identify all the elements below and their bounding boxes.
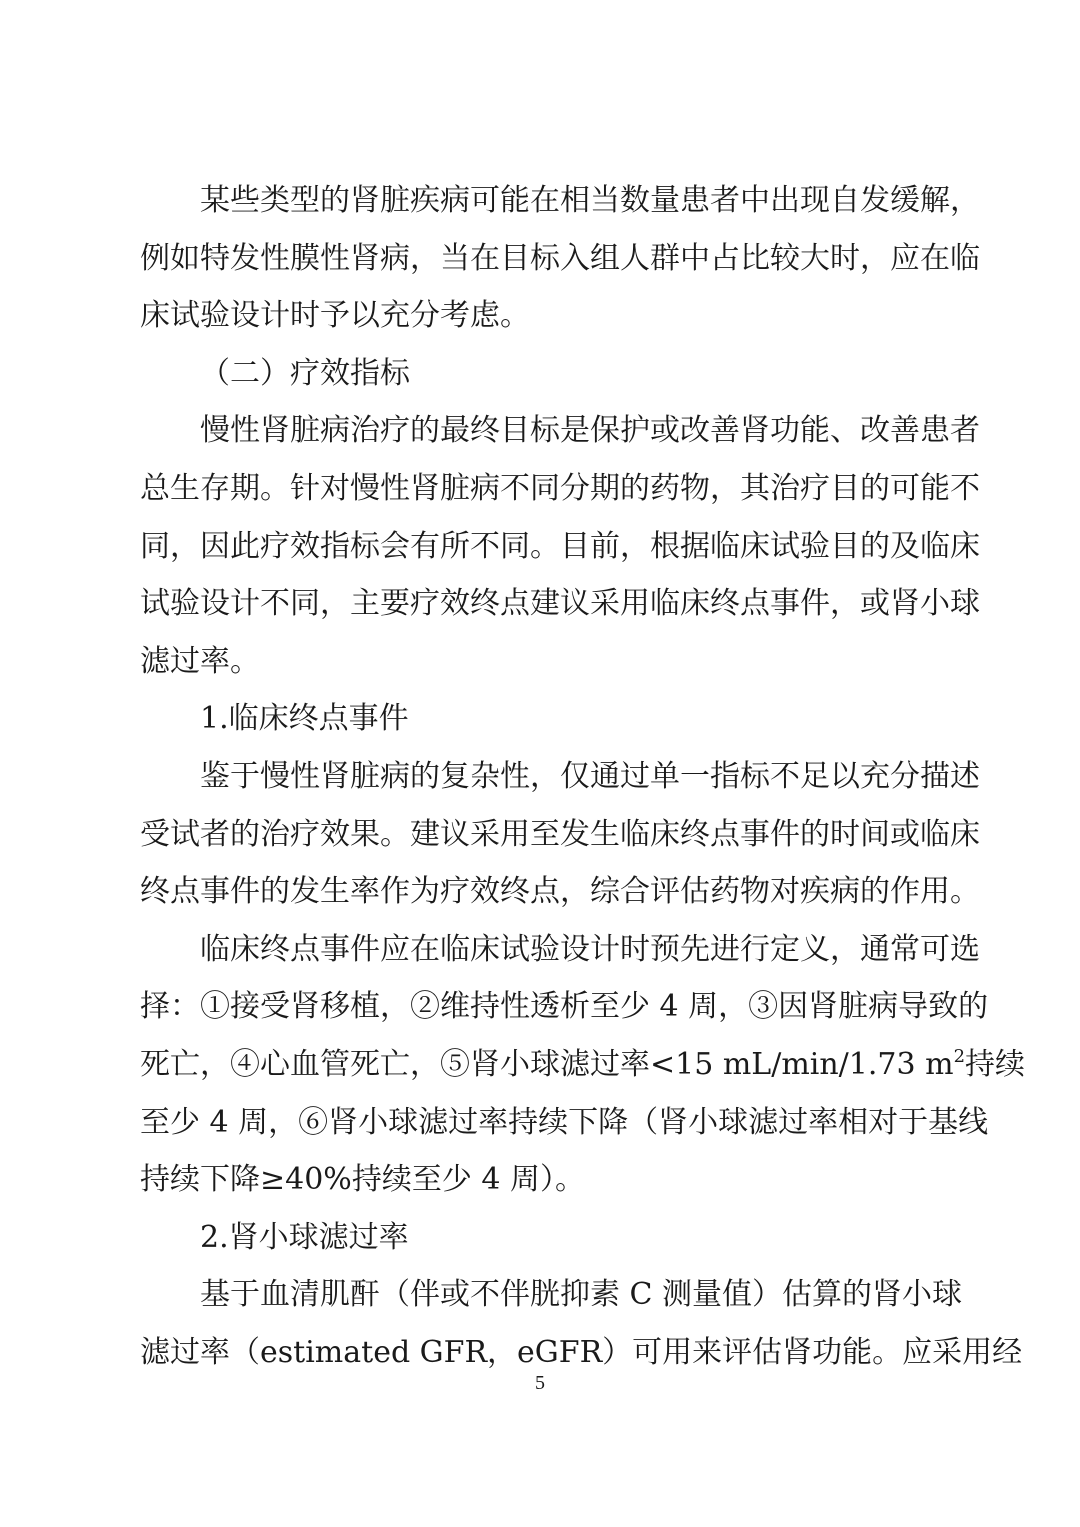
paragraph-spontaneous-remission-line-1: 某些类型的肾脏疾病可能在相当数量患者中出现自发缓解， (200, 183, 980, 218)
paragraph-efficacy-line-1: 慢性肾脏病治疗的最终目标是保护或改善肾功能、改善患者 (200, 413, 980, 449)
paragraph-egfr-line-1: 基于血清肌酐（伴或不伴胱抑素 C 测量值）估算的肾小球 (200, 1277, 963, 1313)
endpoint-line-3-tail: 持续 (965, 1046, 1026, 1082)
paragraph-efficacy-line-2: 总生存期。针对慢性肾脏病不同分期的药物，其治疗目的可能不 (140, 470, 980, 506)
paragraph-spontaneous-remission-line-2: 例如特发性膜性肾病，当在目标入组人群中占比较大时，应在临 (140, 240, 980, 276)
paragraph-endpoint-definition-line-4: 至少 4 周，⑥肾小球滤过率持续下降（肾小球滤过率相对于基线 (140, 1104, 989, 1140)
subsection-heading-gfr: 2.肾小球滤过率 (200, 1219, 409, 1255)
paragraph-spontaneous-remission-line-3: 床试验设计时予以充分考虑。 (140, 298, 530, 334)
paragraph-endpoint-definition-line-1: 临床终点事件应在临床试验设计时预先进行定义，通常可选 (200, 931, 980, 967)
paragraph-egfr-line-2: 滤过率（estimated GFR，eGFR）可用来评估肾功能。应采用经 (140, 1334, 1023, 1370)
superscript-two: 2 (953, 1045, 966, 1067)
paragraph-complexity-line-3: 终点事件的发生率作为疗效终点，综合评估药物对疾病的作用。 (140, 874, 980, 910)
paragraph-endpoint-definition-line-2: 择：①接受肾移植，②维持性透析至少 4 周，③因肾脏病导致的 (140, 989, 989, 1025)
paragraph-efficacy-line-5: 滤过率。 (140, 643, 260, 679)
document-page (140, 172, 1026, 1381)
paragraph-complexity-line-2: 受试者的治疗效果。建议采用至发生临床终点事件的时间或临床 (140, 816, 980, 852)
paragraph-endpoint-definition-line-5: 持续下降≥40%持续至少 4 周）。 (140, 1162, 585, 1198)
paragraph-efficacy-line-4: 试验设计不同，主要疗效终点建议采用临床终点事件，或肾小球 (140, 586, 980, 622)
endpoint-line-3-text: 死亡，④心血管死亡，⑤肾小球滤过率<15 mL/min/1.73 m (140, 1046, 954, 1082)
paragraph-efficacy-line-3: 同，因此疗效指标会有所不同。目前，根据临床试验目的及临床 (140, 528, 980, 564)
paragraph-complexity-line-1: 鉴于慢性肾脏病的复杂性，仅通过单一指标不足以充分描述 (200, 758, 980, 794)
paragraph-endpoint-definition-line-3 (140, 1036, 1026, 1094)
section-heading-efficacy-indicators: （二）疗效指标 (200, 355, 410, 391)
page-number: 5 (535, 1372, 545, 1394)
subsection-heading-clinical-endpoints: 1.临床终点事件 (200, 701, 409, 737)
